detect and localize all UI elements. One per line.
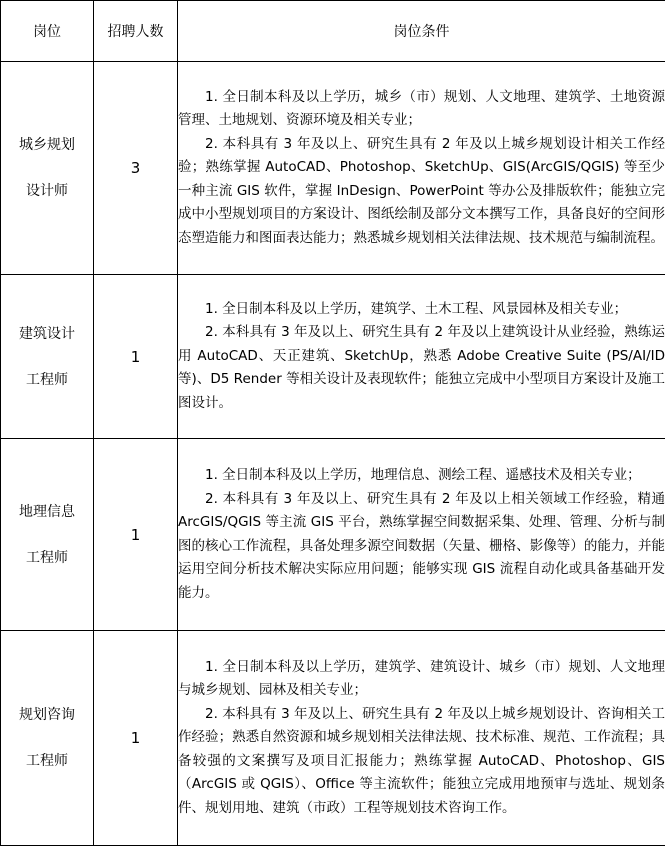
requirements-cell <box>178 439 665 631</box>
requirements-cell <box>178 631 665 846</box>
requirement-item: 2. 本科具有 3 年及以上、研究生具有 2 年及以上相关领域工作经验，精通 ArcGIS/QGIS 等主流 GIS 平台，熟练掌握空间数据采集、处理、管理、分析与制图的核心工作流程，具备处理多源空间数据（矢量、栅格、影像等）的能力，并能运用空间分析技术解决实际应用问题；能够实现 GIS 流程自动化或具备基础开发能力。 <box>178 488 665 606</box>
headcount-cell: 1 <box>94 275 178 439</box>
position-line: 设计师 <box>1 168 93 214</box>
header-requirements: 岗位条件 <box>178 1 665 62</box>
requirement-item: 2. 本科具有 3 年及以上、研究生具有 2 年及以上建筑设计从业经验，熟练运用 AutoCAD、天正建筑、SketchUp，熟悉 Adobe Creative Suite (PS/AI/ID 等)、D5 Render 等相关设计及表现软件；能独立完成中小型项目方案设计及施工图设计。 <box>178 321 665 415</box>
position-line: 工程师 <box>1 357 93 403</box>
requirement-item: 2. 本科具有 3 年及以上、研究生具有 2 年及以上城乡规划设计、咨询相关工作经验；熟悉自然资源和城乡规划相关法律法规、技术标准、规范、工作流程；具备较强的文案撰写及项目汇报能力；熟练掌握 AutoCAD、Photoshop、GIS（ArcGIS 或 QGIS）、Office 等主流软件；能独立完成用地预审与选址、规划条件、规划用地、建筑（市政）工程等规划技术咨询工作。 <box>178 703 665 821</box>
header-headcount: 招聘人数 <box>94 1 178 62</box>
requirements-cell <box>178 275 665 439</box>
position-line: 工程师 <box>1 738 93 784</box>
position-line: 工程师 <box>1 535 93 581</box>
table-row <box>1 62 665 275</box>
position-cell <box>1 62 94 275</box>
position-line: 城乡规划 <box>1 122 93 168</box>
table-row <box>1 439 665 631</box>
requirement-item: 1. 全日制本科及以上学历，地理信息、测绘工程、遥感技术及相关专业； <box>178 464 665 488</box>
requirement-item: 2. 本科具有 3 年及以上、研究生具有 2 年及以上城乡规划设计相关工作经验；熟练掌握 AutoCAD、Photoshop、SketchUp、GIS(ArcGIS/QGIS) 等至少一种主流 GIS 软件，掌握 InDesign、PowerPoint 等办公及排版软件；能独立完成中小型规划项目的方案设计、图纸绘制及部分文本撰写工作，具备良好的空间形态塑造能力和图面表达能力；熟悉城乡规划相关法律法规、技术规范与编制流程。 <box>178 133 665 251</box>
table-header-row <box>1 1 665 62</box>
table-row <box>1 275 665 439</box>
position-cell <box>1 631 94 846</box>
requirement-item: 1. 全日制本科及以上学历，建筑学、建筑设计、城乡（市）规划、人文地理与城乡规划、园林及相关专业； <box>178 656 665 703</box>
requirement-item: 1. 全日制本科及以上学历，城乡（市）规划、人文地理、建筑学、土地资源管理、土地规划、资源环境及相关专业； <box>178 86 665 133</box>
headcount-cell: 1 <box>94 631 178 846</box>
headcount-cell: 1 <box>94 439 178 631</box>
header-position: 岗位 <box>1 1 94 62</box>
position-cell <box>1 439 94 631</box>
requirements-cell <box>178 62 665 275</box>
position-cell <box>1 275 94 439</box>
position-line: 地理信息 <box>1 489 93 535</box>
headcount-cell: 3 <box>94 62 178 275</box>
position-line: 建筑设计 <box>1 311 93 357</box>
requirement-item: 1. 全日制本科及以上学历，建筑学、土木工程、风景园林及相关专业； <box>178 298 665 322</box>
position-line: 规划咨询 <box>1 692 93 738</box>
table-row <box>1 631 665 846</box>
